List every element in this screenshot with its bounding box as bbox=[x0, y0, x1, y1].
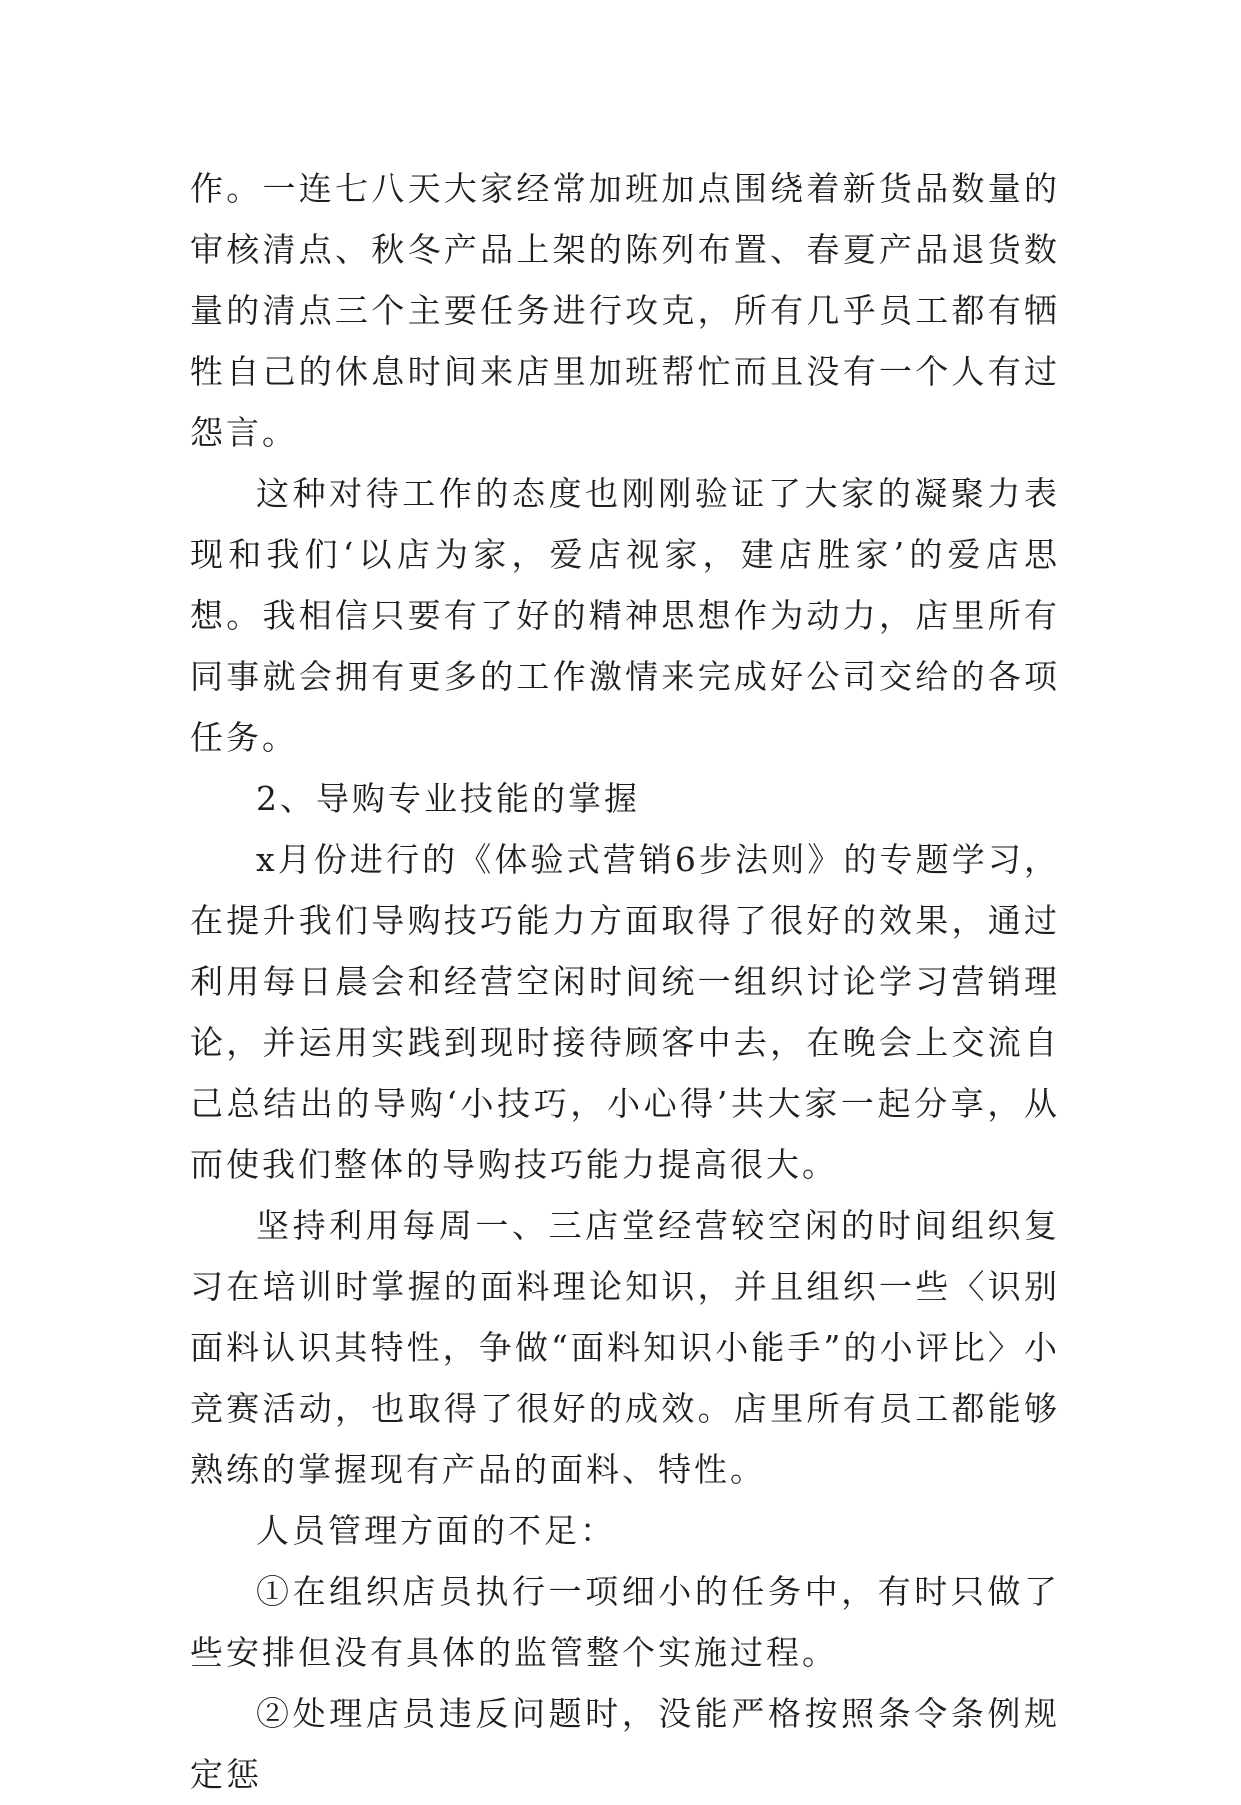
section-heading-guide-skills: 2、导购专业技能的掌握 bbox=[256, 779, 640, 818]
document-body bbox=[190, 158, 1060, 1805]
section-heading-shortcomings: 人员管理方面的不足： bbox=[256, 1511, 616, 1550]
paragraph-3: x月份进行的《体验式营销6步法则》的专题学习，在提升我们导购技巧能力方面取得了很好的效果，通过利用每日晨会和经营空闲时间统一组织讨论学习营销理论，并运用实践到现时接待顾客中去，在晚会上交流自己总结出的导购‘小技巧，小心得’共大家一起分享，从而使我们整体的导购技巧能力提高很大。 bbox=[190, 840, 1060, 1184]
list-item-1: ①在组织店员执行一项细小的任务中，有时只做了些安排但没有具体的监管整个实施过程。 bbox=[190, 1572, 1060, 1672]
paragraph-4: 坚持利用每周一、三店堂经营较空闲的时间组织复习在培训时掌握的面料理论知识，并且组织一些〈识别面料认识其特性，争做“面料知识小能手”的小评比〉小竞赛活动，也取得了很好的成效。店里所有员工都能够熟练的掌握现有产品的面料、特性。 bbox=[190, 1206, 1060, 1489]
list-item-2: ②处理店员违反问题时，没能严格按照条令条例规定惩 bbox=[190, 1694, 1060, 1794]
paragraph-2: 这种对待工作的态度也刚刚验证了大家的凝聚力表现和我们‘以店为家，爱店视家，建店胜家’的爱店思想。我相信只要有了好的精神思想作为动力，店里所有同事就会拥有更多的工作激情来完成好公司交给的各项任务。 bbox=[190, 474, 1060, 757]
paragraph-1: 作。一连七八天大家经常加班加点围绕着新货品数量的审核清点、秋冬产品上架的陈列布置、春夏产品退货数量的清点三个主要任务进行攻克，所有几乎员工都有牺牲自己的休息时间来店里加班帮忙而且没有一个人有过怨言。 bbox=[190, 169, 1060, 452]
